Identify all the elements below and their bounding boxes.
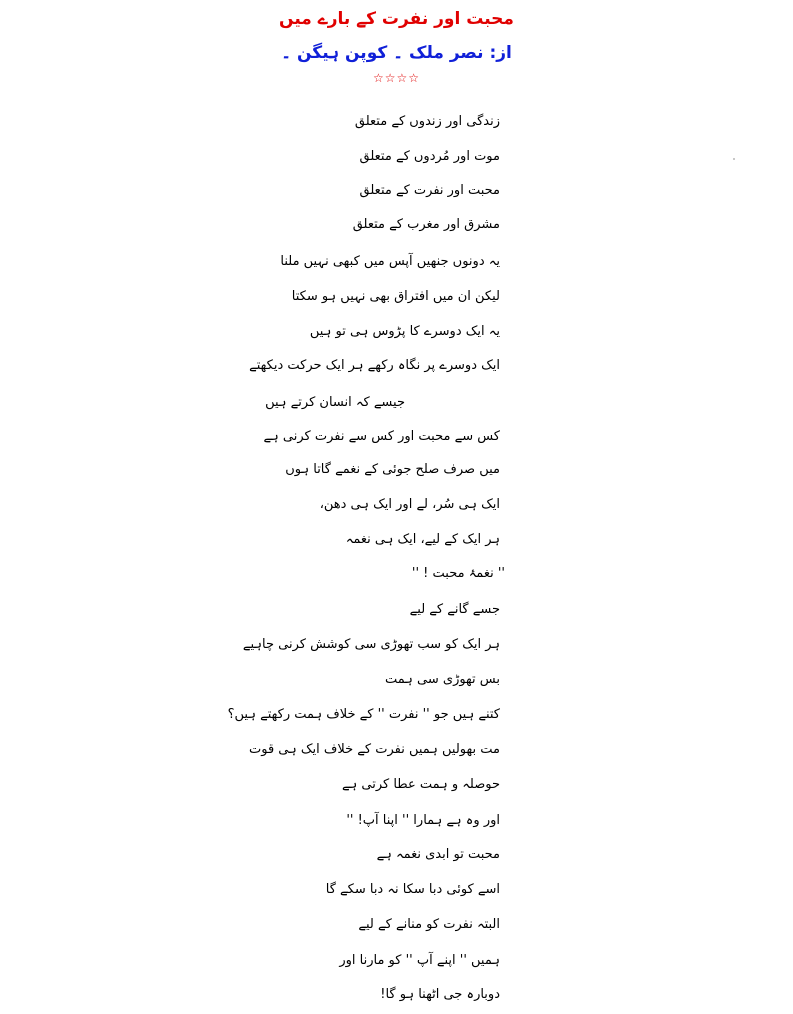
poem-line-15: جسے گانے کے لیے [409, 602, 500, 617]
poem-line-24: البتہ نفرت کو منانے کے لیے [358, 917, 500, 932]
poem-line-22: محبت تو ابدی نغمہ ہے [376, 847, 500, 862]
poem-line-20: حوصلہ و ہمت عطا کرتی ہے [342, 777, 500, 792]
poem-line-5: یہ دونوں جنھیں آپس میں کبھی نہیں ملنا [280, 254, 500, 269]
stray-mark [733, 158, 735, 160]
poem-line-8: ایک دوسرے پر نگاہ رکھے ہر ایک حرکت دیکھتے [249, 358, 500, 373]
poem-line-14: '' نغمۂ محبت ! '' [411, 566, 505, 581]
poem-line-11: میں صرف صلح جوئی کے نغمے گاتا ہوں [285, 462, 500, 477]
poem-line-2: موت اور مُردوں کے متعلق [359, 149, 500, 164]
poem-line-18: کتنے ہیں جو '' نفرت '' کے خلاف ہمت رکھتے ہیں؟ [227, 707, 500, 722]
star-ornament: ☆☆☆☆ [372, 71, 421, 85]
poem-line-4: مشرق اور مغرب کے متعلق [352, 217, 500, 232]
poem-line-21: اور وہ ہے ہمارا '' اپنا آپ! '' [346, 813, 500, 828]
poem-line-13: ہر ایک کے لیے، ایک ہی نغمہ [345, 532, 500, 547]
poem-line-6: لیکن ان میں افتراق بھی نہیں ہو سکتا [291, 289, 500, 304]
poem-line-19: مت بھولیں ہمیں نفرت کے خلاف ایک ہی قوت [248, 742, 500, 757]
poem-line-17: بس تھوڑی سی ہمت [385, 672, 500, 687]
poem-line-7: یہ ایک دوسرے کا پڑوس ہی تو ہیں [309, 324, 500, 339]
poem-line-26: دوبارہ جی اٹھنا ہو گا! [380, 987, 500, 1002]
poem-line-1: زندگی اور زندوں کے متعلق [354, 114, 500, 129]
poem-title: محبت اور نفرت کے بارے میں [279, 9, 514, 29]
poem-line-16: ہر ایک کو سب تھوڑی سی کوشش کرنی چاہیے [242, 637, 500, 652]
poem-line-9: جیسے کہ انسان کرتے ہیں [265, 395, 405, 410]
poem-line-10: کس سے محبت اور کس سے نفرت کرنی ہے [263, 429, 500, 444]
author-byline: از: نصر ملک ۔ کوپن ہیگن ۔ [281, 43, 512, 63]
poem-line-25: ہمیں '' اپنے آپ '' کو مارنا اور [339, 953, 500, 968]
poem-line-23: اسے کوئی دبا سکا نہ دبا سکے گا [325, 882, 500, 897]
poem-line-12: ایک ہی سُر، لے اور ایک ہی دھن، [319, 497, 500, 512]
poem-line-3: محبت اور نفرت کے متعلق [359, 183, 500, 198]
